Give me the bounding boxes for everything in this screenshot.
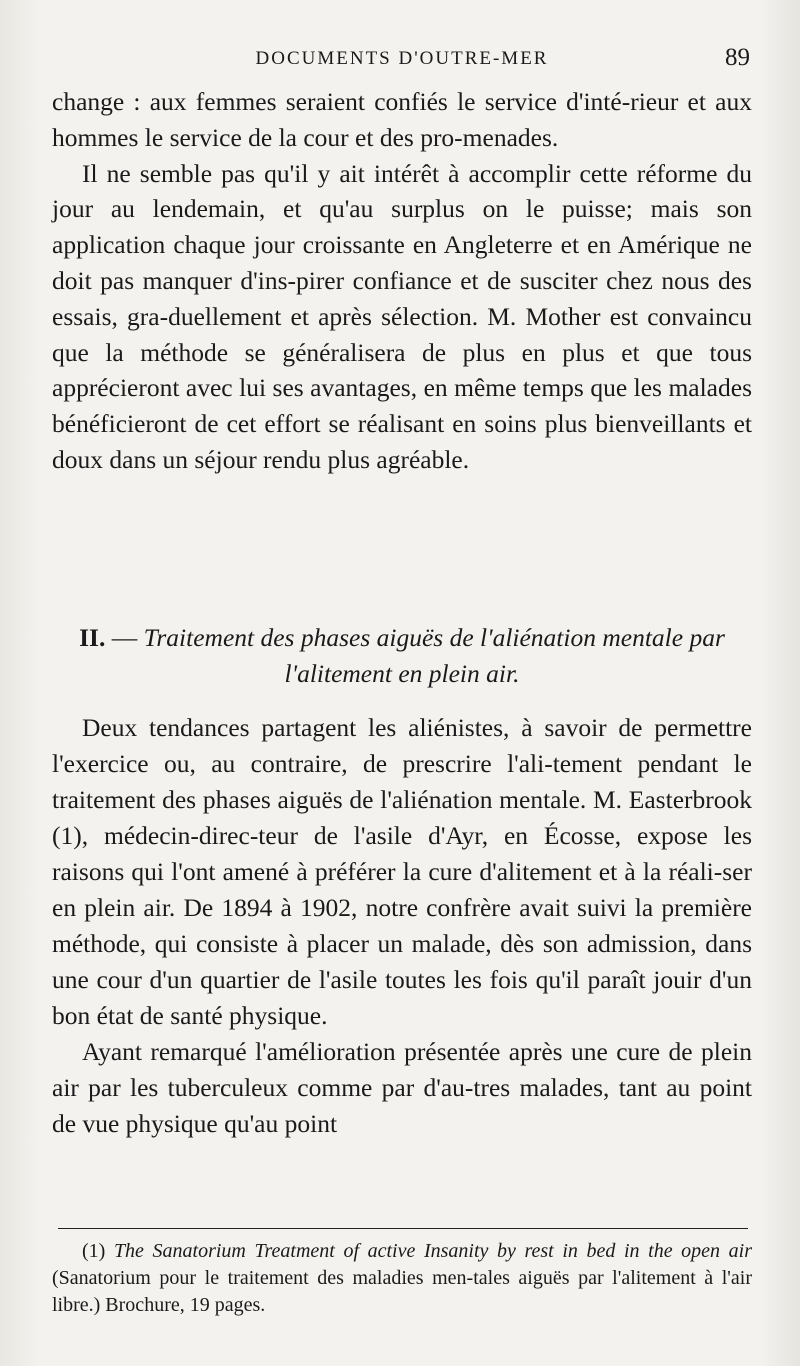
body-text-bottom xyxy=(52,710,752,1142)
footnote-text: (Sanatorium pour le traitement des maladies men-tales aiguës par l'alitement à l'air libre.) Brochure, 19 pages. xyxy=(52,1267,752,1316)
footnotes xyxy=(52,1238,752,1319)
section-title: Traitement des phases aiguës de l'aliénation mentale par l'alitement en plein air. xyxy=(143,623,725,688)
section-dash: — xyxy=(111,623,138,652)
paragraph: Il ne semble pas qu'il y ait intérêt à accomplir cette réforme du jour au lendemain, et qu'au surplus on le puisse; mais son application chaque jour croissante en Angleterre et en Amérique ne doit pas manquer d'ins-pirer confiance et de susciter chez nous des essais, gra-duellement et après sélection. M. Mother est convaincu que la méthode se généralisera de plus en plus et que tous apprécieront avec lui ses avantages, en même temps que les malades bénéficieront de cet effort se réalisant en soins plus bienveillants et doux dans un séjour rendu plus agréable. xyxy=(52,158,752,474)
running-header xyxy=(52,42,752,76)
running-head-title: DOCUMENTS D'OUTRE-MER xyxy=(255,48,549,69)
body-text-top xyxy=(52,84,752,478)
page-number: 89 xyxy=(725,44,750,71)
paragraph: Deux tendances partagent les aliénistes, à savoir de permettre l'exercice ou, au contraire, de prescrire l'ali-tement pendant le traitement des phases aiguës de l'aliénation mentale. M. Easterbrook (1), médecin-direc-teur de l'asile d'Ayr, en Écosse, expose les raisons qui l'ont amené à préférer la cure d'alitement et à la réali-ser en plein air. De 1894 à 1902, notre confrère avait suivi la première méthode, qui consiste à placer un malade, dès son admission, dans une cour d'un quartier de l'asile toutes les fois qu'il paraît jouir d'un bon état de santé physique. xyxy=(52,713,752,1030)
paragraph: change : aux femmes seraient confiés le service d'inté-rieur et aux hommes le service de la cour et des pro-menades. xyxy=(52,87,752,152)
footnote xyxy=(52,1238,752,1319)
footnote-divider xyxy=(58,1228,748,1229)
section-number: II. xyxy=(79,623,106,652)
paragraph: Ayant remarqué l'amélioration présentée après une cure de plein air par les tuberculeux comme par d'au-tres malades, tant au point de vue physique qu'au point xyxy=(52,1037,752,1138)
section-heading xyxy=(52,620,752,692)
footnote-marker: (1) xyxy=(82,1240,106,1262)
footnote-title: The Sanatorium Treatment of active Insanity by rest in bed in the open air xyxy=(113,1240,752,1262)
